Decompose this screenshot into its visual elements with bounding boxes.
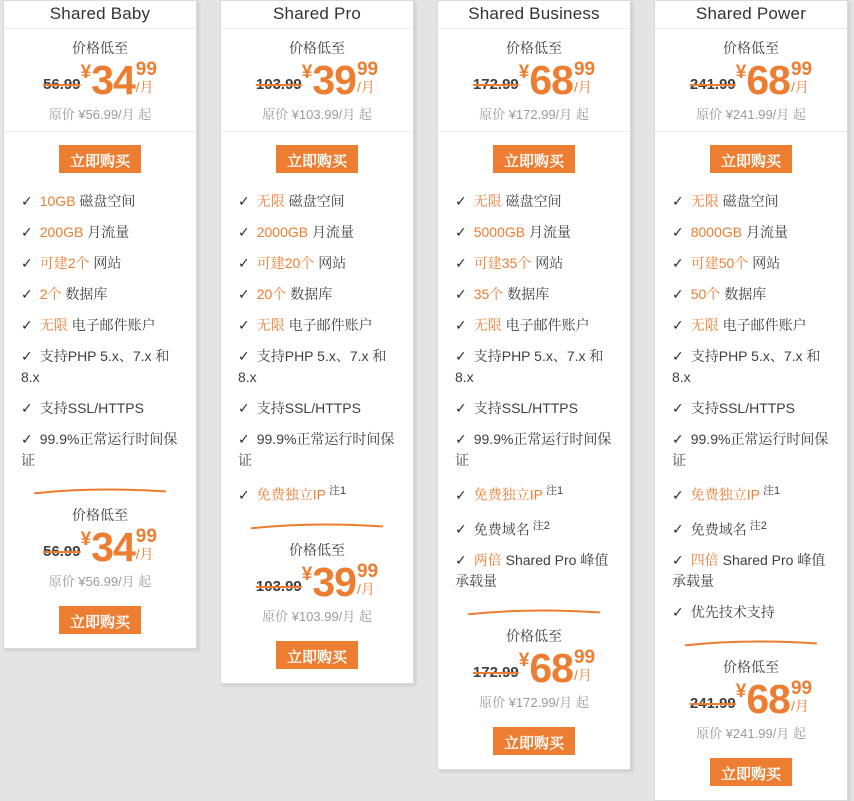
check-icon: ✓ [238, 317, 250, 333]
currency-symbol: ¥ [80, 62, 92, 83]
original-price-note: 原价 ¥103.99/月 起 [262, 107, 372, 122]
check-icon: ✓ [21, 431, 33, 447]
price-label: 价格低至 [723, 40, 779, 56]
price-period-bottom: /月 [356, 580, 375, 597]
old-price: 56.99 [43, 76, 81, 93]
feature-item [455, 516, 618, 541]
feature-highlight: 50个 [690, 286, 721, 302]
feature-text: 磁盘空间 [501, 193, 562, 209]
original-price-note: 原价 ¥172.99/月 起 [479, 107, 589, 122]
feature-item [21, 315, 184, 336]
feature-highlight: 35个 [473, 286, 504, 302]
feature-item [672, 191, 835, 212]
plan-title: Shared Pro [221, 1, 413, 29]
price-label: 价格低至 [289, 40, 345, 56]
feature-highlight: 四倍 [690, 552, 719, 569]
feature-text: 网站 [314, 255, 347, 271]
buy-now-button-bottom[interactable]: 立即购买 [710, 758, 792, 786]
feature-text: 月流量 [742, 224, 788, 240]
feature-item [455, 253, 618, 274]
feature-text: 99.9%正常运行时间保证 [455, 431, 612, 468]
price-block-top [4, 29, 196, 132]
price-line-bottom [655, 676, 847, 723]
feature-item [21, 222, 184, 243]
feature-text: 99.9%正常运行时间保证 [672, 431, 829, 468]
feature-item [455, 550, 618, 592]
feature-text: 支持PHP 5.x、7.x 和 8.x [672, 348, 821, 385]
price-integer-bottom: 68 [529, 645, 573, 692]
feature-text: 磁盘空间 [718, 193, 779, 209]
buy-now-button-bottom[interactable]: 立即购买 [276, 641, 358, 669]
check-icon: ✓ [455, 224, 467, 240]
plan-card [654, 0, 848, 801]
original-price-note-bottom: 原价 ¥241.99/月 起 [696, 726, 806, 742]
feature-item [238, 253, 401, 274]
feature-highlight: 两倍 [473, 552, 502, 569]
feature-highlight: 无限 [690, 317, 719, 333]
feature-text: 支持PHP 5.x、7.x 和 8.x [455, 348, 604, 385]
old-price-bottom: 172.99 [472, 664, 519, 682]
swoosh-divider [655, 635, 847, 653]
feature-highlight: 5000GB [473, 224, 526, 240]
check-icon: ✓ [455, 431, 467, 447]
price-block-bottom [438, 622, 630, 719]
feature-text: Shared Pro 峰值承载量 [455, 552, 609, 590]
plan-card [220, 0, 414, 684]
feature-list [438, 185, 630, 592]
check-icon: ✓ [672, 224, 684, 240]
price-period-bottom: /月 [135, 546, 154, 562]
price-cents: 99 [573, 59, 596, 80]
feature-item [21, 284, 184, 305]
feature-text: 电子邮件账户 [67, 317, 156, 333]
feature-highlight: 免费独立IP [473, 486, 543, 503]
price-fraction-stack-bottom [357, 562, 378, 596]
feature-item [672, 398, 835, 419]
feature-item [21, 191, 184, 212]
feature-highlight: 可建20个 [256, 255, 315, 271]
check-icon: ✓ [455, 255, 467, 271]
price-fraction-stack [574, 60, 595, 94]
check-icon: ✓ [672, 400, 684, 416]
check-icon: ✓ [238, 255, 250, 271]
check-icon: ✓ [672, 431, 684, 447]
old-price-bottom: 56.99 [43, 543, 81, 560]
plan-title: Shared Power [655, 1, 847, 29]
old-price-bottom: 241.99 [689, 695, 736, 713]
check-icon: ✓ [238, 348, 250, 364]
price-period: /月 [356, 79, 375, 95]
check-icon: ✓ [21, 286, 33, 302]
price-label: 价格低至 [72, 40, 128, 56]
price-cents-bottom: 99 [573, 647, 596, 669]
price-cents-bottom: 99 [790, 678, 813, 700]
feature-text: 支持SSL/HTTPS [473, 400, 578, 416]
price-integer-bottom: 68 [746, 676, 790, 723]
feature-text: 电子邮件账户 [501, 317, 590, 333]
feature-item [21, 346, 184, 388]
price-block-bottom [4, 501, 196, 598]
swoosh-curve-icon [461, 606, 607, 617]
old-price: 103.99 [255, 76, 302, 93]
feature-footnote: 注1 [328, 485, 347, 497]
feature-item [672, 550, 835, 592]
feature-highlight: 无限 [473, 317, 502, 333]
feature-item [455, 191, 618, 212]
price-line [4, 57, 196, 103]
feature-footnote: 注1 [545, 485, 564, 497]
feature-item [455, 398, 618, 419]
old-price: 241.99 [689, 76, 736, 93]
price-label-bottom: 价格低至 [289, 541, 345, 558]
currency-symbol-bottom: ¥ [735, 681, 747, 703]
feature-item [672, 602, 835, 623]
check-icon: ✓ [238, 431, 250, 447]
price-integer-bottom: 39 [312, 558, 356, 605]
feature-item [672, 315, 835, 336]
check-icon: ✓ [21, 224, 33, 240]
feature-highlight: 无限 [256, 193, 285, 209]
check-icon: ✓ [672, 255, 684, 271]
feature-text: 优先技术支持 [690, 604, 775, 621]
feature-text: 支持PHP 5.x、7.x 和 8.x [21, 348, 170, 385]
feature-text: 99.9%正常运行时间保证 [21, 431, 178, 468]
feature-highlight: 免费独立IP [256, 486, 326, 503]
price-line [438, 57, 630, 103]
feature-list [221, 185, 413, 506]
check-icon: ✓ [672, 286, 684, 302]
check-icon: ✓ [455, 486, 467, 503]
feature-text: 数据库 [503, 286, 550, 302]
price-line-bottom [438, 645, 630, 692]
price-period-bottom: /月 [573, 667, 592, 684]
feature-highlight: 200GB [39, 224, 84, 240]
feature-item [238, 398, 401, 419]
price-line-bottom [4, 524, 196, 570]
feature-item [238, 222, 401, 243]
price-fraction-stack-bottom [574, 648, 595, 682]
currency-symbol: ¥ [518, 62, 530, 83]
price-label-bottom: 价格低至 [723, 659, 779, 676]
check-icon: ✓ [238, 286, 250, 302]
feature-text: 网站 [531, 255, 564, 271]
price-block-top [438, 29, 630, 132]
check-icon: ✓ [21, 255, 33, 271]
feature-text: 支持PHP 5.x、7.x 和 8.x [238, 348, 387, 385]
check-icon: ✓ [672, 552, 684, 569]
plan-card [437, 0, 631, 770]
feature-item [672, 346, 835, 388]
feature-text: 支持SSL/HTTPS [690, 400, 795, 416]
feature-item [455, 222, 618, 243]
price-integer: 68 [529, 57, 573, 103]
feature-highlight: 2个 [39, 286, 62, 302]
check-icon: ✓ [672, 317, 684, 333]
check-icon: ✓ [455, 286, 467, 302]
feature-text: 数据库 [61, 286, 108, 302]
feature-text: 数据库 [720, 286, 767, 302]
price-integer: 39 [312, 57, 356, 103]
feature-item [672, 429, 835, 471]
currency-symbol-bottom: ¥ [518, 650, 530, 672]
feature-item [238, 284, 401, 305]
price-line [655, 57, 847, 103]
check-icon: ✓ [21, 348, 33, 364]
price-label: 价格低至 [506, 40, 562, 56]
check-icon: ✓ [672, 348, 684, 364]
feature-highlight: 10GB [39, 193, 76, 209]
feature-highlight: 20个 [256, 286, 287, 302]
feature-text: 网站 [89, 255, 122, 271]
feature-highlight: 无限 [256, 317, 285, 333]
feature-item [672, 516, 835, 541]
feature-item [455, 315, 618, 336]
swoosh-curve-icon [27, 485, 173, 496]
feature-text: 支持SSL/HTTPS [256, 400, 361, 416]
feature-item [21, 253, 184, 274]
price-label-bottom: 价格低至 [72, 507, 128, 523]
feature-highlight: 免费独立IP [690, 486, 760, 503]
feature-text: Shared Pro 峰值承载量 [672, 552, 826, 590]
price-integer: 34 [91, 57, 135, 103]
price-cents: 99 [356, 59, 379, 80]
feature-footnote: 注2 [532, 519, 550, 532]
plan-title: Shared Business [438, 1, 630, 29]
feature-item [21, 398, 184, 419]
price-period: /月 [135, 79, 154, 95]
price-block-bottom [655, 653, 847, 750]
feature-item [455, 284, 618, 305]
feature-item [455, 346, 618, 388]
feature-item [672, 222, 835, 243]
buy-now-button-top[interactable]: 立即购买 [59, 145, 141, 173]
price-line-bottom [221, 558, 413, 605]
feature-item [238, 315, 401, 336]
feature-item [21, 429, 184, 471]
price-fraction-stack-bottom [136, 527, 157, 561]
price-line [221, 57, 413, 103]
check-icon: ✓ [21, 317, 33, 333]
buy-now-button-bottom[interactable]: 立即购买 [493, 727, 575, 755]
feature-text: 月流量 [525, 224, 571, 240]
feature-text: 数据库 [286, 286, 333, 302]
buy-now-button-top[interactable]: 立即购买 [710, 145, 792, 173]
check-icon: ✓ [21, 400, 33, 416]
swoosh-curve-icon [244, 520, 390, 531]
check-icon: ✓ [238, 193, 250, 209]
price-fraction-stack-bottom [791, 679, 812, 713]
price-block-top [221, 29, 413, 132]
check-icon: ✓ [455, 193, 467, 209]
feature-item [672, 481, 835, 506]
currency-symbol-bottom: ¥ [301, 563, 313, 585]
feature-item [455, 429, 618, 471]
feature-text: 月流量 [83, 224, 130, 240]
check-icon: ✓ [455, 521, 467, 538]
feature-highlight: 可建50个 [690, 255, 749, 271]
price-integer: 68 [746, 57, 790, 103]
feature-list [4, 185, 196, 471]
check-icon: ✓ [455, 400, 467, 416]
feature-highlight: 可建2个 [39, 255, 90, 271]
feature-text: 磁盘空间 [284, 193, 345, 209]
feature-footnote: 注1 [762, 485, 781, 497]
original-price-note-bottom: 原价 ¥56.99/月 起 [48, 574, 152, 589]
check-icon: ✓ [672, 521, 684, 538]
price-block-bottom [221, 536, 413, 633]
feature-highlight: 无限 [690, 193, 719, 209]
check-icon: ✓ [238, 486, 250, 503]
check-icon: ✓ [21, 193, 33, 209]
check-icon: ✓ [455, 317, 467, 333]
price-label-bottom: 价格低至 [506, 628, 562, 645]
currency-symbol-bottom: ¥ [80, 529, 92, 550]
price-fraction-stack [357, 60, 378, 94]
swoosh-divider [438, 604, 630, 622]
price-integer-bottom: 34 [91, 524, 135, 570]
check-icon: ✓ [672, 604, 684, 621]
swoosh-divider [221, 518, 413, 536]
check-icon: ✓ [238, 224, 250, 240]
feature-text: 免费域名 [473, 521, 530, 538]
feature-item [238, 481, 401, 506]
feature-item [672, 284, 835, 305]
price-cents-bottom: 99 [135, 526, 157, 547]
plan-card [3, 0, 197, 649]
original-price-note-bottom: 原价 ¥172.99/月 起 [479, 695, 589, 711]
feature-highlight: 2000GB [256, 224, 309, 240]
feature-item [238, 429, 401, 471]
feature-text: 电子邮件账户 [284, 317, 373, 333]
feature-text: 免费域名 [690, 521, 747, 538]
plan-title: Shared Baby [4, 1, 196, 29]
original-price-note: 原价 ¥241.99/月 起 [696, 107, 806, 122]
check-icon: ✓ [455, 552, 467, 569]
check-icon: ✓ [672, 193, 684, 209]
swoosh-curve-icon [678, 637, 824, 648]
feature-highlight: 8000GB [690, 224, 743, 240]
feature-text: 磁盘空间 [75, 193, 136, 209]
old-price: 172.99 [472, 76, 519, 93]
old-price-bottom: 103.99 [255, 577, 302, 595]
currency-symbol: ¥ [735, 62, 747, 83]
feature-text: 月流量 [308, 224, 354, 240]
check-icon: ✓ [672, 486, 684, 503]
feature-highlight: 可建35个 [473, 255, 532, 271]
feature-item [455, 481, 618, 506]
price-block-top [655, 29, 847, 132]
price-cents: 99 [790, 59, 813, 80]
price-period: /月 [790, 79, 809, 95]
feature-highlight: 无限 [39, 317, 68, 333]
feature-item [672, 253, 835, 274]
currency-symbol: ¥ [301, 62, 313, 83]
price-cents: 99 [135, 59, 157, 80]
feature-highlight: 无限 [473, 193, 502, 209]
price-period: /月 [573, 79, 592, 95]
feature-list [655, 185, 847, 623]
feature-item [238, 191, 401, 212]
feature-text: 99.9%正常运行时间保证 [238, 431, 395, 468]
feature-item [238, 346, 401, 388]
feature-text: 电子邮件账户 [718, 317, 807, 333]
price-fraction-stack [136, 60, 157, 94]
price-period-bottom: /月 [790, 698, 809, 715]
original-price-note-bottom: 原价 ¥103.99/月 起 [262, 608, 372, 624]
check-icon: ✓ [238, 400, 250, 416]
buy-now-button-top[interactable]: 立即购买 [276, 145, 358, 173]
buy-now-button-bottom[interactable]: 立即购买 [59, 606, 141, 634]
feature-footnote: 注2 [749, 519, 767, 532]
original-price-note: 原价 ¥56.99/月 起 [48, 107, 152, 122]
feature-text: 网站 [748, 255, 781, 271]
check-icon: ✓ [455, 348, 467, 364]
swoosh-divider [4, 483, 196, 501]
price-fraction-stack [791, 60, 812, 94]
price-cents-bottom: 99 [356, 560, 379, 582]
feature-text: 支持SSL/HTTPS [39, 400, 144, 416]
buy-now-button-top[interactable]: 立即购买 [493, 145, 575, 173]
